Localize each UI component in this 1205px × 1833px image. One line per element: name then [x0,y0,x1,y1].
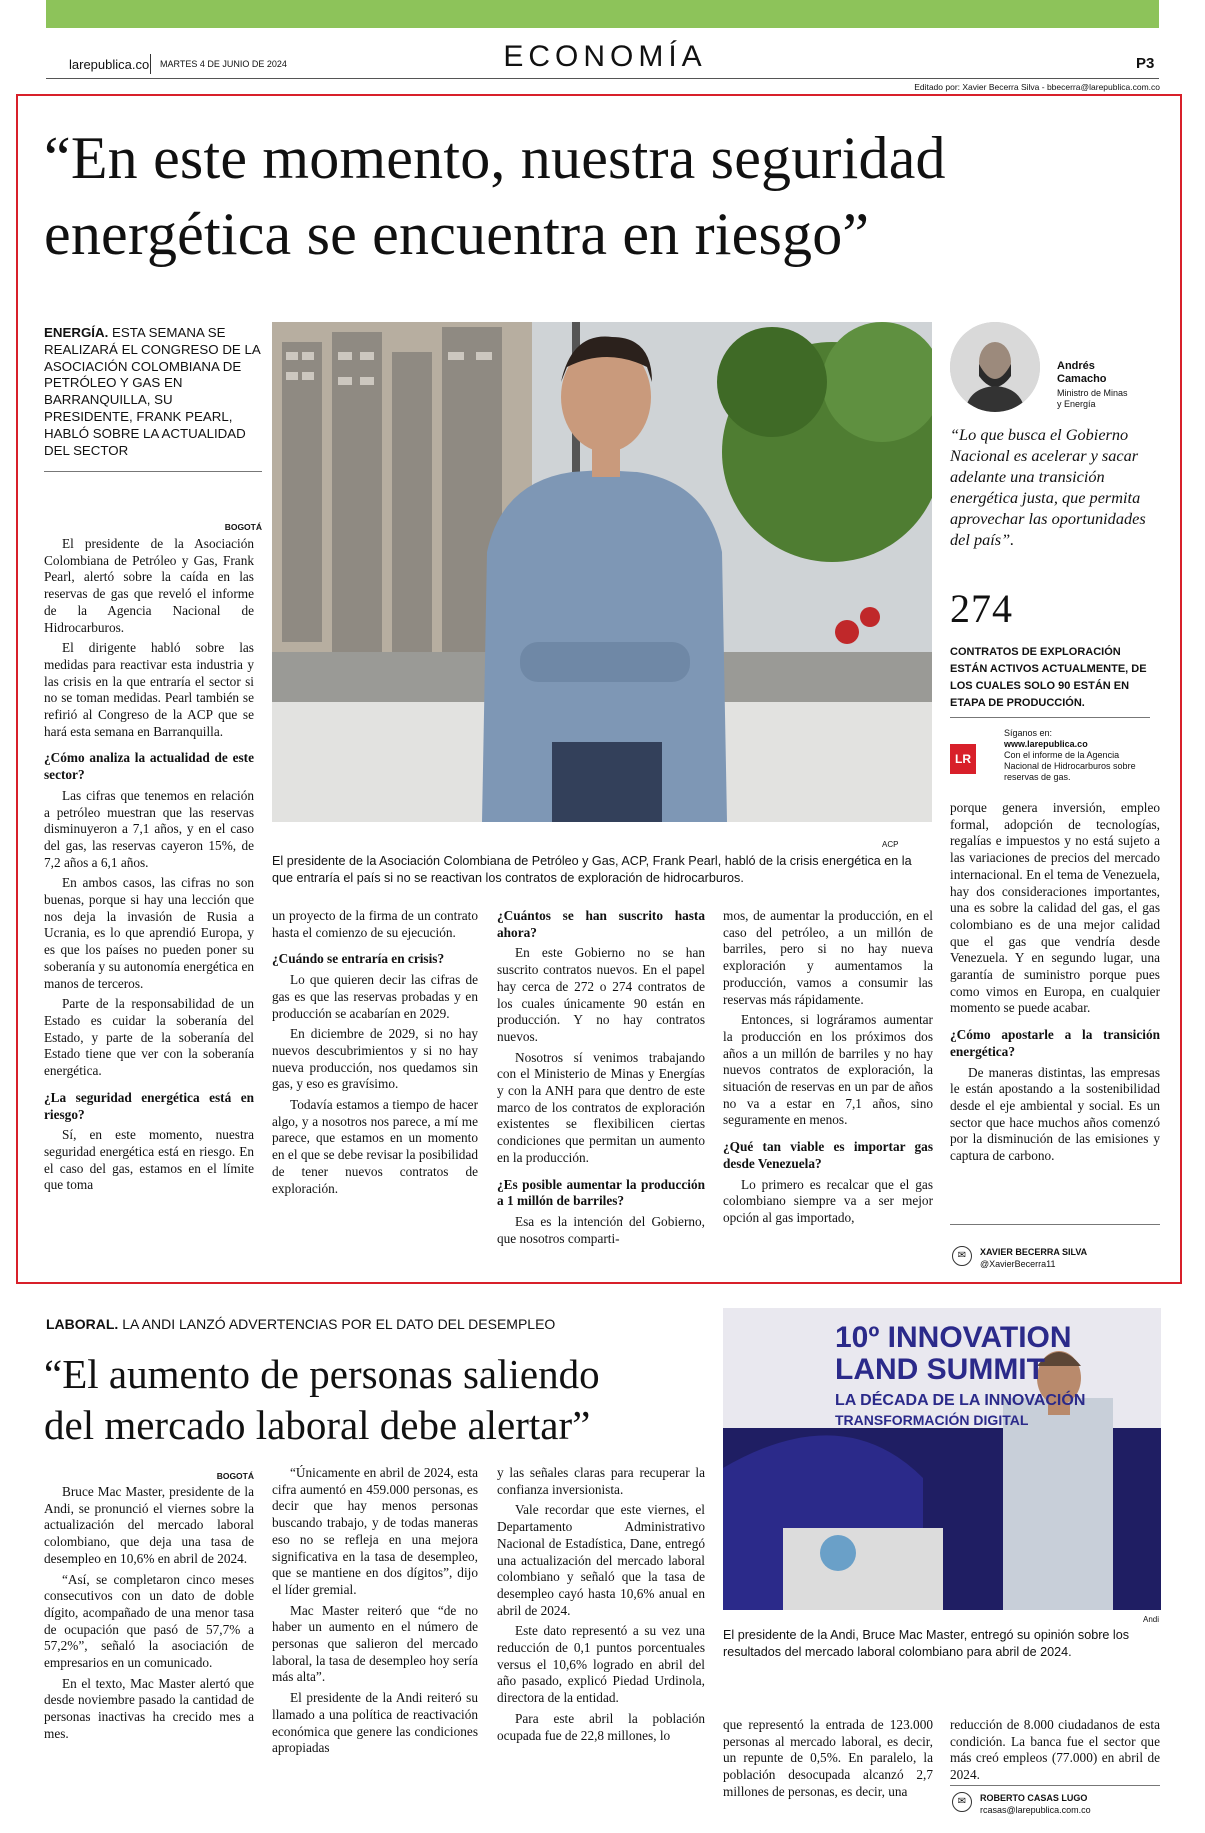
photo-illustration [272,322,932,822]
question: ¿Qué tan viable es importar gas desde Venezuela? [723,1139,933,1171]
masthead-divider [150,54,151,74]
follow-text: Con el informe de la Agencia Nacional de Hidrocarburos sobre reservas de gas. [1004,750,1136,782]
lr-logo: LR [950,744,976,774]
second-photo-credit: Andi [1143,1615,1160,1624]
paragraph: porque genera inversión, empleo formal, adopción de tecnologías, regalías e impuestos y no está sujeto a las variaciones de precios del mercado internacional. En el tema de Venezuela, hay dos consideraciones importantes, una es sobre la calidad del gas, el gas colombiano es de una mejor calidad que el gas que vendría desde Venezuela. Y en segundo lugar, una garantía de suministro porque pues como vimos en Europa, en cualquier momento se puede acabar. [950,800,1160,1016]
side-rule [950,717,1150,718]
second-headline-line1: “El aumento de personas saliendo [44,1351,600,1397]
main-kicker [44,325,262,459]
paragraph: Las cifras que tenemos en relación a petróleo muestran que las reservas disminuyeron a 7,1 años, y en el caso del gas, las reservas cayeron 15%, de 7,2 años a 6,1 años. [44,787,254,870]
byline-handle[interactable]: @XavierBecerra11 [980,1259,1056,1269]
main-column-3 [497,908,705,1251]
second-kicker [46,1316,555,1332]
kicker-label: ENERGÍA. [44,325,109,340]
question: ¿Cómo apostarle a la transición energética? [950,1027,1160,1059]
paragraph: Todavía estamos a tiempo de hacer algo, y a nosotros nos parece, a mí me parece, que estamos en un momento en el que se debe revisar la posibilidad de tener nuevos contratos de exploración. [272,1097,478,1196]
second-byline-rule [950,1785,1160,1786]
top-color-bar [46,0,1159,28]
second-photo [723,1308,1161,1610]
second-column-5 [950,1717,1160,1788]
follow-box [1004,728,1154,783]
role-line2: y Energía [1057,399,1096,409]
paragraph: En diciembre de 2029, si no hay nuevos descubrimientos y si no hay nueva producción, nos quedamos sin gas, y eso es gravísimo. [272,1026,478,1092]
paragraph: mos, de aumentar la producción, en el caso del petróleo, a un millón de barriles, pero si no hay nueva exploración y aumentamos la producción, vamos a consumir las reservas más rápidamente. [723,908,933,1007]
paragraph: De maneras distintas, las empresas le están apostando a la sostenibilidad desde el eje ambiental y social. Es un sector que hace muchos años comenzó por la disminución de las emisiones y captura de carbono. [950,1064,1160,1164]
paragraph: En este Gobierno no se han suscrito contratos nuevos. En el papel hay cerca de 272 o 274 contratos de los cuales únicamente 90 están en producción. Y no hay contratos nuevos. [497,945,705,1044]
minister-last-name: Camacho [1057,373,1107,385]
editor-credit: Editado por: Xavier Becerra Silva - bbecerra@larepublica.com.co [914,82,1160,92]
question: ¿Cómo analiza la actualidad de este sector? [44,750,254,783]
paragraph: Mac Master reiteró que “de no haber un aumento en el número de personas que salieron del mercado laboral, la tasa de desempleo hoy sería más alta”. [272,1602,478,1685]
kicker-rule [44,471,262,472]
paragraph: “Únicamente en abril de 2024, esta cifra aumentó en 459.000 personas, es decir que hay menos personas buscando trabajo, y de todas maneras eso no se refleja en una mejora significativa en la tasa de desempleo, que se mantiene en dos dígitos”, dijo el líder gremial. [272,1465,478,1597]
kicker-text: ESTA SEMANA SE REALIZARÁ EL CONGRESO DE LA ASOCIACIÓN COLOMBIANA DE PETRÓLEO Y GAS EN BARRANQUILLA, SU PRESIDENTE, FRANK PEARL, HABLÓ SOBRE LA ACTUALIDAD DEL SECTOR [44,325,261,458]
second-dateline: BOGOTÁ [216,1471,254,1481]
masthead-rule [46,78,1159,79]
avatar-illustration [950,322,1040,412]
question: ¿La seguridad energética está en riesgo? [44,1089,254,1122]
main-column-5 [950,800,1160,1169]
paragraph: Lo que quieren decir las cifras de gas es que las reservas probadas y en producción se acabarían en 2029. [272,972,478,1021]
paragraph: Parte de la responsabilidad de un Estado es cuidar la soberanía del Estado, y parte de la soberanía del Estado tiene que ver con la soberanía energética. [44,996,254,1079]
byline-name: XAVIER BECERRA SILVA [980,1247,1088,1257]
paragraph: Nosotros sí venimos trabajando con el Ministerio de Minas y Energías y con la ANH para que dentro de este marco de los contratos de exploración existentes se flexibilicen ciertas condiciones que permitan un aumento en la producción. [497,1049,705,1165]
photo-caption: El presidente de la Asociación Colombiana de Petróleo y Gas, ACP, Frank Pearl, habló de la crisis energética en la que entraría el país si no se reactivan los contratos de exploración de hidrocarburos. [272,854,912,885]
paragraph: Vale recordar que este viernes, el Departamento Administrativo Nacional de Estadística, Dane, entregó una actualización del mercado laboral colombiano y señaló que la tasa de desempleo cayó hasta 10,6% anual en abril de 2024. [497,1502,705,1618]
dateline: BOGOTÁ [224,522,262,532]
section-title: ECONOMÍA [503,40,707,73]
paragraph: Para este abril la población ocupada fue de 22,8 millones, lo [497,1710,705,1743]
site-name: larepublica.co [69,57,150,72]
second-byline-name: ROBERTO CASAS LUGO [980,1793,1088,1803]
paragraph: Este dato representó a su vez una reducción de 0,1 puntos porcentuales versus el 10,6% logrado en abril del año pasado, explicó Piedad Urdinola, directora de la entidad. [497,1623,705,1706]
minister-first-name: Andrés [1057,360,1095,372]
byline-rule [950,1224,1160,1225]
photo-credit: ACP [882,840,899,849]
minister-role [1057,388,1128,410]
main-photo [272,322,932,822]
second-column-1 [44,1484,254,1747]
big-number: 274 [950,586,1013,631]
banner-line2: LA DÉCADA DE LA INNOVACIÓN [835,1392,1086,1409]
question: ¿Es posible aumentar la producción a 1 millón de barriles? [497,1176,705,1209]
main-headline-line1: “En este momento, nuestra seguridad [44,125,946,191]
paragraph: En el texto, Mac Master alertó que desde noviembre pasado la cantidad de personas inactivas ha crecido mes a mes. [44,1675,254,1741]
minister-name [1057,360,1107,386]
paragraph: Lo primero es recalcar que el gas colombiano siempre va a ser mejor opción al gas importado, [723,1176,933,1225]
second-column-3 [497,1465,705,1748]
second-headline-line2: del mercado laboral debe alertar” [44,1402,591,1448]
paragraph: reducción de 8.000 ciudadanos de esta condición. La banca fue el sector que más creó empleos (77.000) en abril de 2024. [950,1717,1160,1783]
question: ¿Cuántos se han suscrito hasta ahora? [497,908,705,940]
second-kicker-label: LABORAL. [46,1316,119,1332]
minister-avatar [950,322,1040,412]
paragraph: un proyecto de la firma de un contrato hasta el comienzo de su ejecución. [272,908,478,940]
paragraph: El presidente de la Andi reiteró su llamado a una política de reactivación económica que genere las condiciones apropiadas [272,1690,478,1756]
side-quote: “Lo que busca el Gobierno Nacional es acelerar y sacar adelante una transición energética justa, que permita aprovechar las oportunidades del país”. [950,425,1146,549]
follow-label: Síganos en: [1004,728,1053,738]
paragraph: y las señales claras para recuperar la confianza inversionista. [497,1465,705,1497]
second-column-2 [272,1465,478,1761]
second-kicker-text: LA ANDI LANZÓ ADVERTENCIAS POR EL DATO DEL DESEMPLEO [122,1316,556,1332]
role-line1: Ministro de Minas [1057,388,1128,398]
paragraph: Bruce Mac Master, presidente de la Andi, se pronunció el viernes sobre la actualización del mercado laboral colombiano, que deja una tasa de desempleo en 10,6% en abril de 2024. [44,1484,254,1566]
second-column-4 [723,1717,933,1805]
paragraph: Sí, en este momento, nuestra seguridad energética está en riesgo. En el caso del gas, estamos en el límite que toma [44,1127,254,1193]
paragraph: “Así, se completaron cinco meses consecutivos con un dato de doble dígito, acompañado de una menor tasa de ocupación que pasó de 57,7% a 57,2%”, señaló la asociación de empresarios en un comunicado. [44,1571,254,1671]
second-photo-caption: El presidente de la Andi, Bruce Mac Master, entregó su opinión sobre los resultados del mercado laboral colombiano para abril de 2024. [723,1628,1130,1659]
follow-url[interactable]: www.larepublica.co [1004,739,1088,749]
banner-title: 10º INNOVATION LAND SUMMIT [835,1321,1072,1386]
paragraph: El dirigente habló sobre las medidas para reactivar esta industria y las crisis en la que entraría el sector si no se toman medidas. Pearl también se refirió al Congreso de la ACP que se hará esta semana en Barranquilla. [44,640,254,739]
main-column-1 [44,536,254,1198]
main-byline [980,1246,1087,1270]
paragraph: Esa es la intención del Gobierno, que nosotros comparti- [497,1213,705,1246]
issue-date: MARTES 4 DE JUNIO DE 2024 [160,59,287,69]
second-byline-handle[interactable]: rcasas@larepublica.com.co [980,1805,1091,1815]
second-comment-icon: ✉ [952,1792,972,1812]
paragraph: El presidente de la Asociación Colombiana de Petróleo y Gas, Frank Pearl, alertó sobre la caída en las reservas de gas que reveló el informe de la Agencia Nacional de Hidrocarburos. [44,536,254,635]
banner-line3: TRANSFORMACIÓN DIGITAL [835,1412,1029,1428]
comment-icon: ✉ [952,1246,972,1266]
main-headline [44,120,1154,272]
paragraph: que representó la entrada de 123.000 personas al mercado laboral, es decir, un repunte de 0,5%. En paralelo, la población desocupada alcanzó 2,7 millones de personas, es decir, una [723,1717,933,1799]
paragraph: Entonces, si lográramos aumentar la producción en los próximos dos años a un millón de barriles y no hay nuevos contratos de exploración, la situación de reservas en un par de años no va a estar en 7,1 años, sino seguramente en menos. [723,1012,933,1128]
main-column-4 [723,908,933,1231]
paragraph: En ambos casos, las cifras no son buenas, porque si hay una lección que nos deja la invasión de Rusia a Ucrania, es lo que aprendió Europa, y es que los países no pueden poner su soberanía y su autonomía energética en manos de terceros. [44,875,254,991]
main-column-2 [272,908,478,1201]
stat-text: CONTRATOS DE EXPLORACIÓN ESTÁN ACTIVOS ACTUALMENTE, DE LOS CUALES SOLO 90 ESTÁN EN ETAPA DE PRODUCCIÓN. [950,646,1147,709]
main-headline-line2: energética se encuentra en riesgo” [44,201,870,267]
page-number: P3 [1136,55,1155,72]
second-byline [980,1792,1091,1816]
second-headline [44,1349,694,1451]
question: ¿Cuándo se entraría en crisis? [272,951,445,967]
